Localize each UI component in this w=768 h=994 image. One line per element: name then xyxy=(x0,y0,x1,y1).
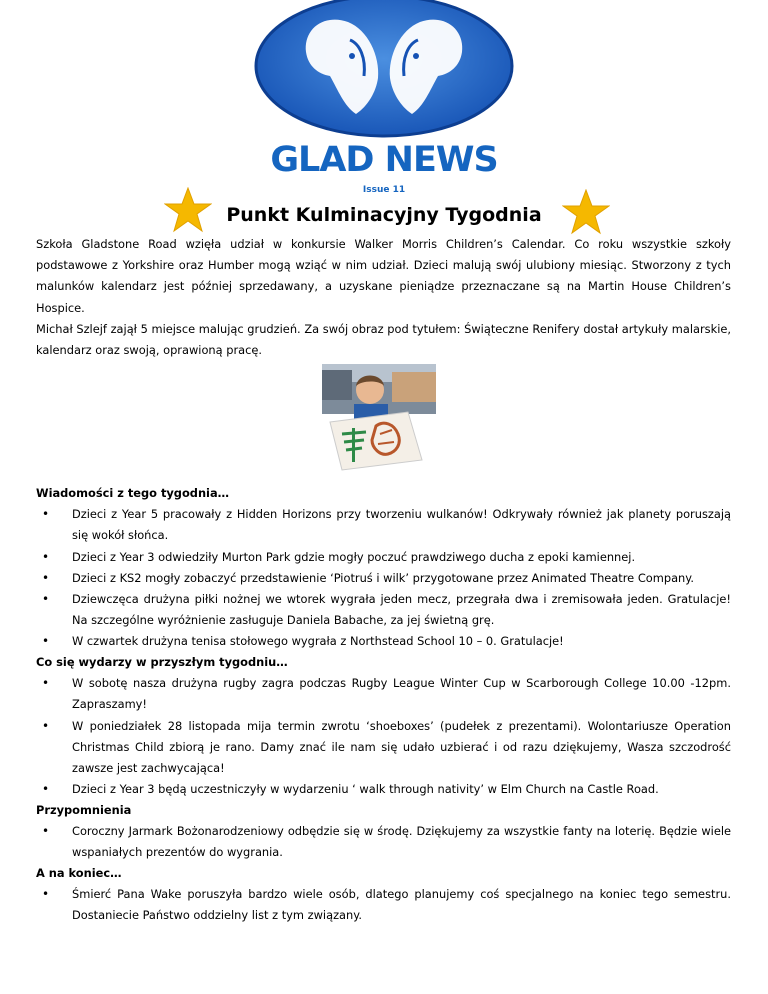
list-item: • W czwartek drużyna tenisa stołowego wygrała z Northstead School 10 – 0. Gratulacje! xyxy=(72,631,731,652)
section-this-week xyxy=(36,483,731,653)
section-title: A na koniec… xyxy=(36,866,122,880)
list-item: • Coroczny Jarmark Bożonarodzeniowy odbędzie się w środę. Dziękujemy za wszystkie fanty na loterię. Będzie wiele wspaniałych prezentów do wygrania. xyxy=(72,821,731,863)
section-title: Wiadomości z tego tygodnia… xyxy=(36,486,230,500)
list-item: • Dzieci z Year 3 odwiedziły Murton Park gdzie mogły poczuć prawdziwego ducha z epoki kamiennej. xyxy=(72,547,731,568)
section-title: Co się wydarzy w przyszłym tygodniu… xyxy=(36,655,288,669)
star-icon xyxy=(562,189,610,235)
section-next-week xyxy=(36,652,731,800)
section-reminders xyxy=(36,800,731,864)
list-item: • Dziewczęca drużyna piłki nożnej we wtorek wygrała jeden mecz, przegrała dwa i zremisowała jeden. Gratulacje! Na szczególne wyróżnienie zasługuje Daniela Babache, za jej świetną grę. xyxy=(72,589,731,631)
section-finally xyxy=(36,863,731,927)
headline: Punkt Kulminacyjny Tygodnia xyxy=(226,204,542,226)
list-item: • W sobotę nasza drużyna rugby zagra podczas Rugby League Winter Cup w Scarborough College 10.00 -12pm. Zapraszamy! xyxy=(72,673,731,715)
news-list xyxy=(36,504,731,652)
school-logo xyxy=(252,0,516,144)
list-item: • Dzieci z Year 3 będą uczestniczyły w wydarzeniu ‘ walk through nativity’ w Elm Church na Castle Road. xyxy=(72,779,731,800)
list-item: • Dzieci z Year 5 pracowały z Hidden Horizons przy tworzeniu wulkanów! Odkrywały również jak planety poruszają się wokół słońca. xyxy=(72,504,731,546)
issue-number: Issue 11 xyxy=(362,185,406,195)
list-item: • W poniedziałek 28 listopada mija termin zwrotu ‘shoeboxes’ (pudełek z prezentami). Wolontariusze Operation Christmas Child zbiorą je rano. Damy znać ile nam się udało uzbierać i od razu dziękujemy, Wasza szczodrość zawsze jest zachwycająca! xyxy=(72,716,731,780)
list-item: • Śmierć Pana Wake poruszyła bardzo wiele osób, dlatego planujemy coś specjalnego na koniec tego semestru. Dostaniecie Państwo oddzielny list z tym związany. xyxy=(72,884,731,926)
intro xyxy=(36,234,731,361)
finally-list xyxy=(36,884,731,926)
photo-child-painting xyxy=(322,364,436,472)
list-item: • Dzieci z KS2 mogły zobaczyć przedstawienie ‘Piotruś i wilk’ przygotowane przez Animated Theatre Company. xyxy=(72,568,731,589)
upcoming-list xyxy=(36,673,731,800)
section-title: Przypomnienia xyxy=(36,803,132,817)
intro-paragraph: Michał Szlejf zajął 5 miejsce malując grudzień. Za swój obraz pod tytułem: Świąteczne Renifery dostał artykuły malarskie, kalendarz oraz swoją, oprawioną pracę. xyxy=(36,321,731,358)
intro-paragraph: Szkoła Gladstone Road wzięła udział w konkursie Walker Morris Children’s Calendar. Co roku wszystkie szkoły podstawowe z Yorkshire oraz Humber mogą wziąć w nim udział. Dzieci malują swój ulubiony miesiąc. Stworzony z tych malunków kalendarz jest później sprzedawany, a uzyskane pieniądze przeznaczane są na Martin House Children’s Hospice. xyxy=(36,237,731,315)
reminders-list xyxy=(36,821,731,863)
masthead-title: GLAD NEWS xyxy=(270,140,498,180)
